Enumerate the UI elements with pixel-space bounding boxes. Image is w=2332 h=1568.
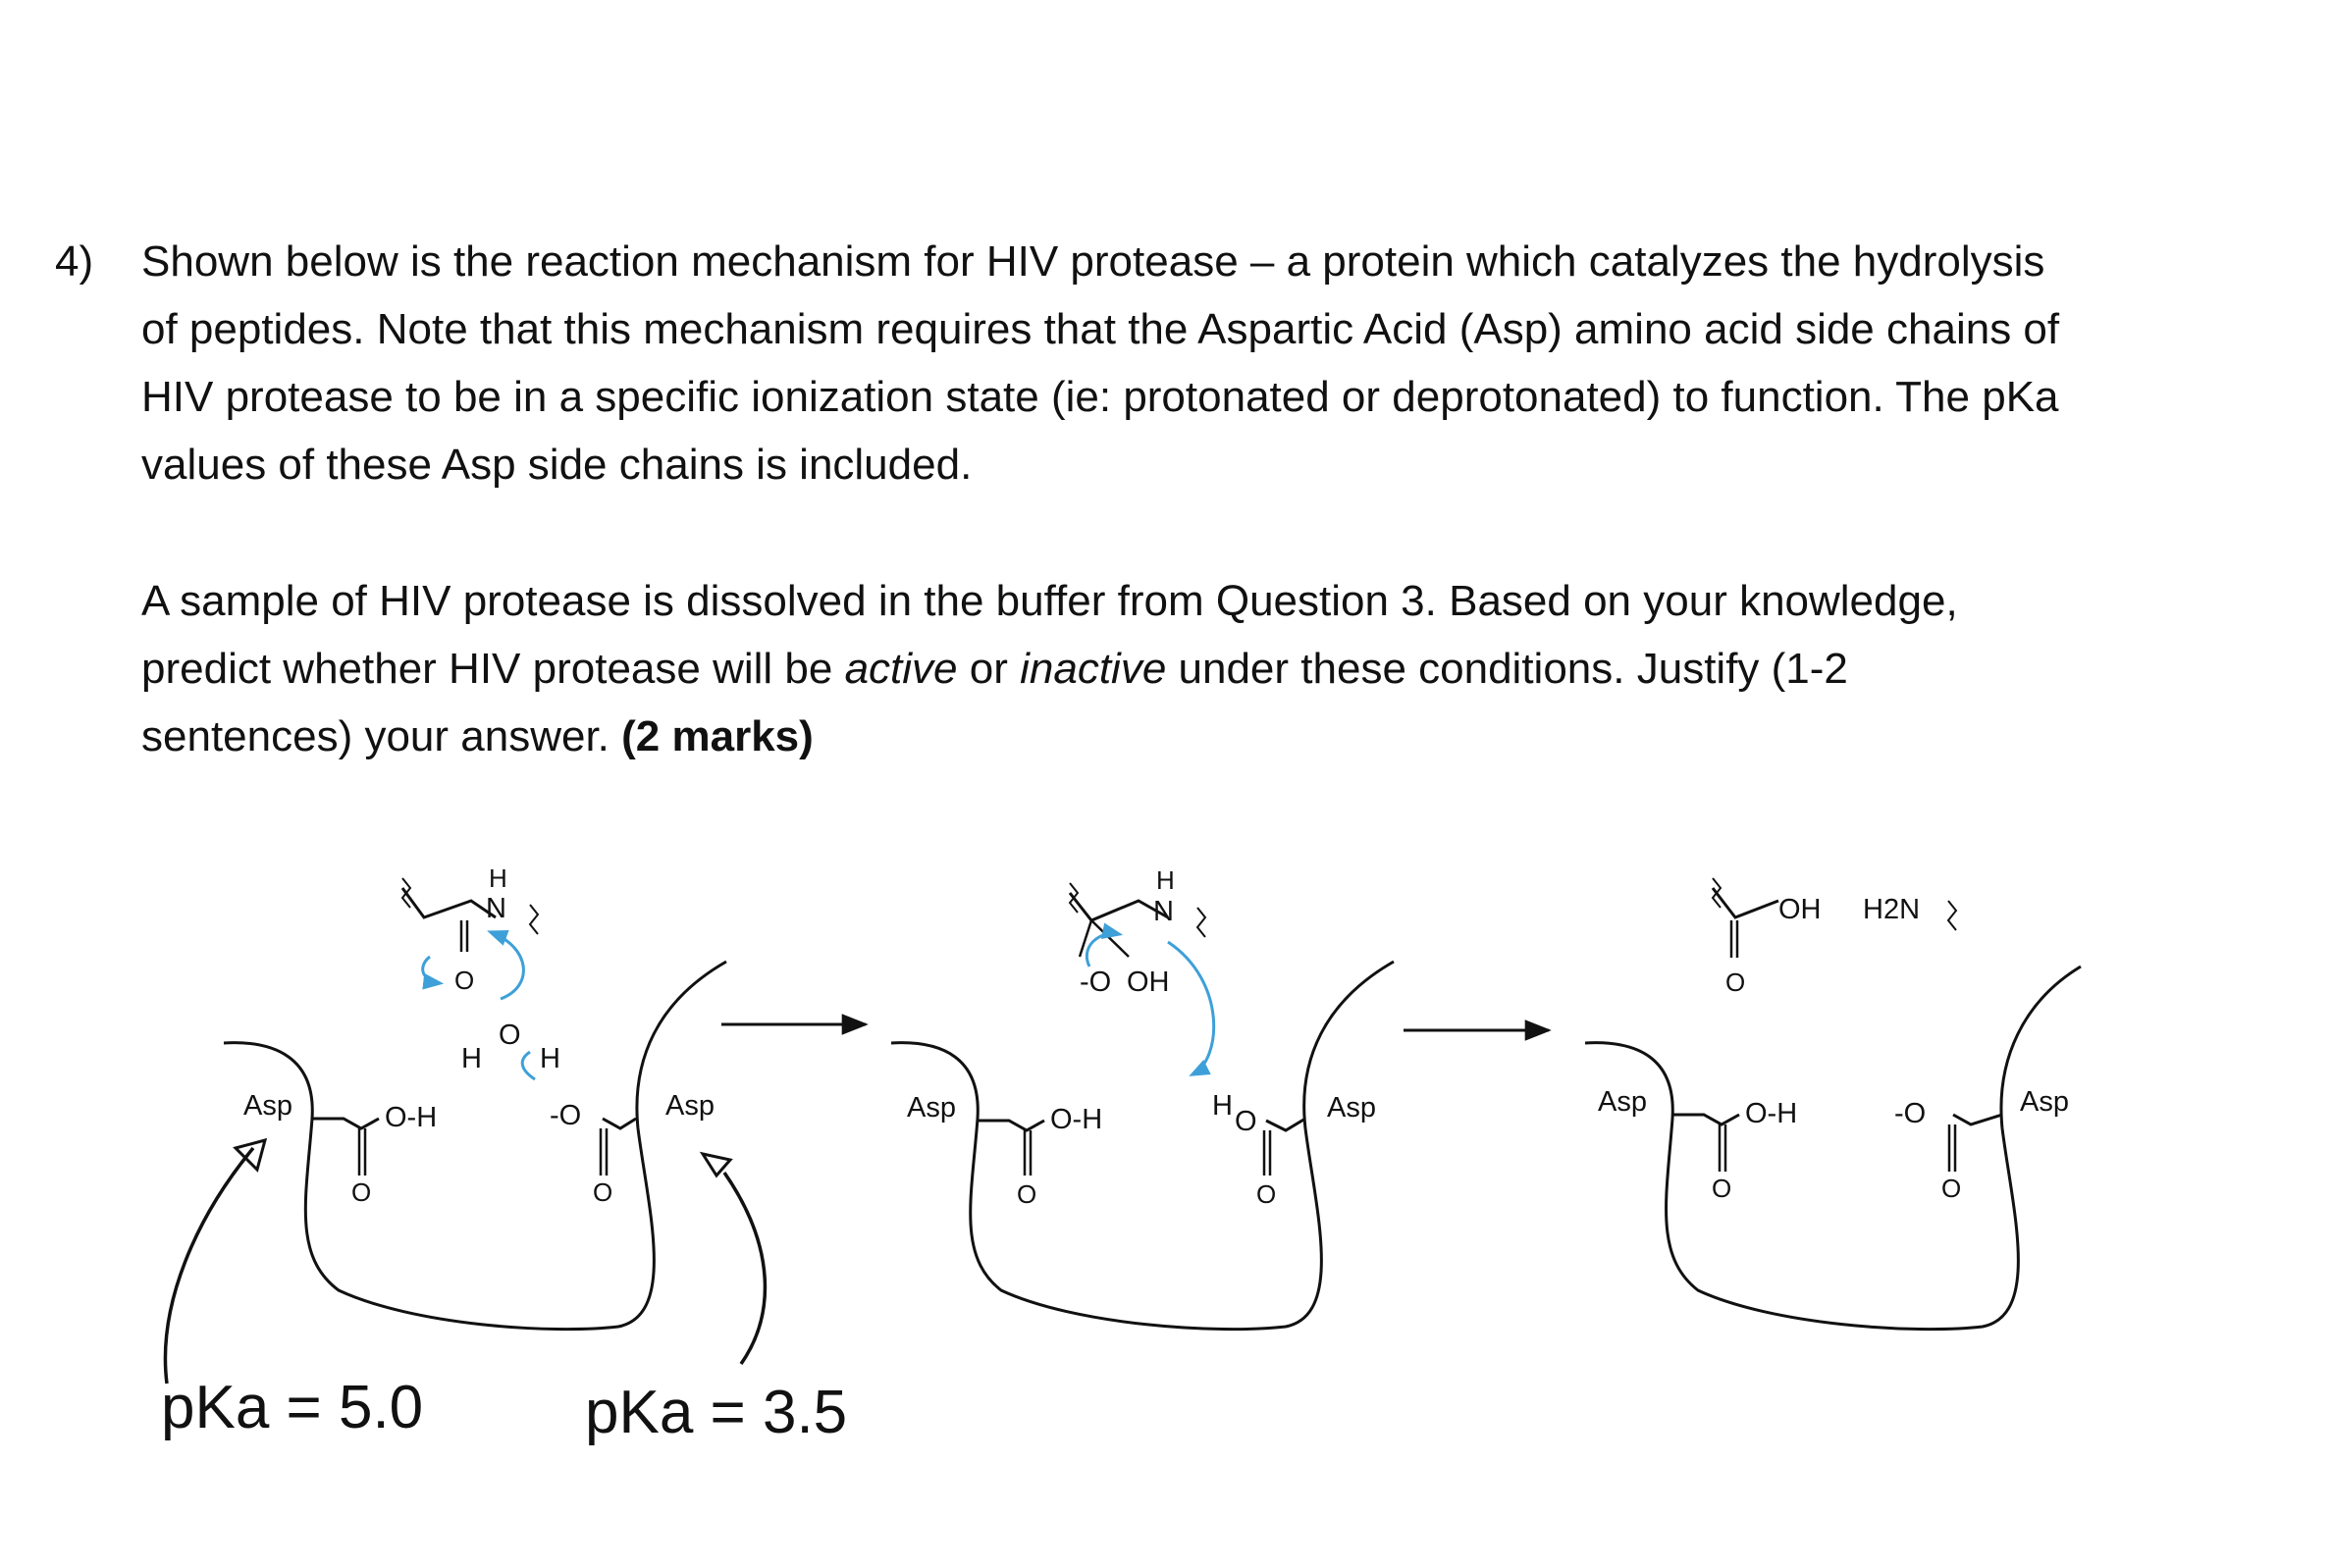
asp-label-right: Asp (665, 1090, 715, 1122)
product-oh: OH (1778, 894, 1822, 925)
electron-arrow-5 (1168, 942, 1214, 1074)
active-term: active (844, 645, 958, 693)
panel-3-products (1585, 878, 2081, 1330)
prompt-line: A sample of HIV protease is dissolved in the buffer from Question 3. Based on your knowledge, (141, 577, 1958, 625)
electron-arrow-1 (423, 957, 440, 983)
carbonyl-o-left: O (1712, 1174, 1732, 1203)
handwritten-annotations (161, 1140, 847, 1446)
prompt-line: predict whether HIV protease will be active or inactive under these conditions. Justify (1-2 (141, 645, 1848, 693)
carboxyl-o: O (1235, 1106, 1257, 1137)
carbonyl-o-right: O (593, 1177, 613, 1207)
alkoxide-o-minus: -O (1080, 967, 1112, 998)
asp-label-right: Asp (2020, 1086, 2069, 1118)
pka-pointer-right (724, 1173, 765, 1364)
amide-h: H (489, 863, 507, 893)
prompt-line: sentences) your answer. (2 marks) (141, 712, 814, 760)
intro-line: values of these Asp side chains is included. (141, 441, 973, 489)
protonated-h: H (1212, 1090, 1233, 1122)
intro-line: Shown below is the reaction mechanism for HIV protease – a protein which catalyzes the hydrolysis (141, 237, 2045, 286)
substrate-carbonyl-o: O (454, 966, 475, 995)
electron-arrow-2 (491, 932, 523, 999)
intermediate-oh: OH (1127, 967, 1170, 998)
carbonyl-o-right: O (1941, 1174, 1962, 1203)
electron-arrow-4 (1086, 933, 1119, 967)
water-o: O (499, 1019, 521, 1051)
pka-pointer-left (165, 1148, 253, 1384)
carboxylate-o-minus: -O (1894, 1098, 1927, 1129)
active-site-pocket-2 (891, 962, 1394, 1330)
water-h-right: H (540, 1043, 560, 1074)
question-number: 4) (55, 237, 94, 286)
panel-2-tetrahedral-intermediate (891, 865, 1394, 1330)
intro-line: of peptides. Note that this mechanism requires that the Aspartic Acid (Asp) amino acid side chains of (141, 305, 2060, 353)
intro-line: HIV protease to be in a specific ionization state (ie: protonated or deprotonated) to function. The pKa (141, 373, 2059, 421)
amide-h: H (1156, 865, 1175, 895)
oh-left: O-H (385, 1102, 438, 1133)
panel-1-enzyme-substrate (224, 863, 726, 1330)
product-carbonyl-o: O (1725, 967, 1746, 997)
pka-right-label: pKa = 3.5 (585, 1379, 848, 1446)
product-amine: H2N (1863, 894, 1921, 925)
water-h-left: H (461, 1043, 482, 1074)
inactive-term: inactive (1020, 645, 1167, 693)
active-site-pocket-1 (224, 962, 726, 1330)
electron-arrow-3 (522, 1052, 535, 1079)
oh-left: O-H (1745, 1098, 1798, 1129)
carbonyl-o-left: O (351, 1177, 372, 1207)
carboxylate-o-minus: -O (550, 1100, 582, 1131)
asp-label-left: Asp (243, 1090, 292, 1122)
carbonyl-o-left: O (1017, 1179, 1037, 1209)
asp-label-left: Asp (1598, 1086, 1647, 1118)
oh-left: O-H (1050, 1104, 1103, 1135)
carbonyl-o-right: O (1256, 1179, 1277, 1209)
amide-n: N (1153, 896, 1174, 927)
amide-n: N (486, 893, 506, 924)
asp-label-right: Asp (1327, 1092, 1376, 1124)
pka-left-label: pKa = 5.0 (161, 1374, 424, 1441)
marks-label: (2 marks) (621, 712, 814, 760)
active-site-pocket-3 (1585, 967, 2081, 1330)
asp-label-left: Asp (907, 1092, 956, 1124)
